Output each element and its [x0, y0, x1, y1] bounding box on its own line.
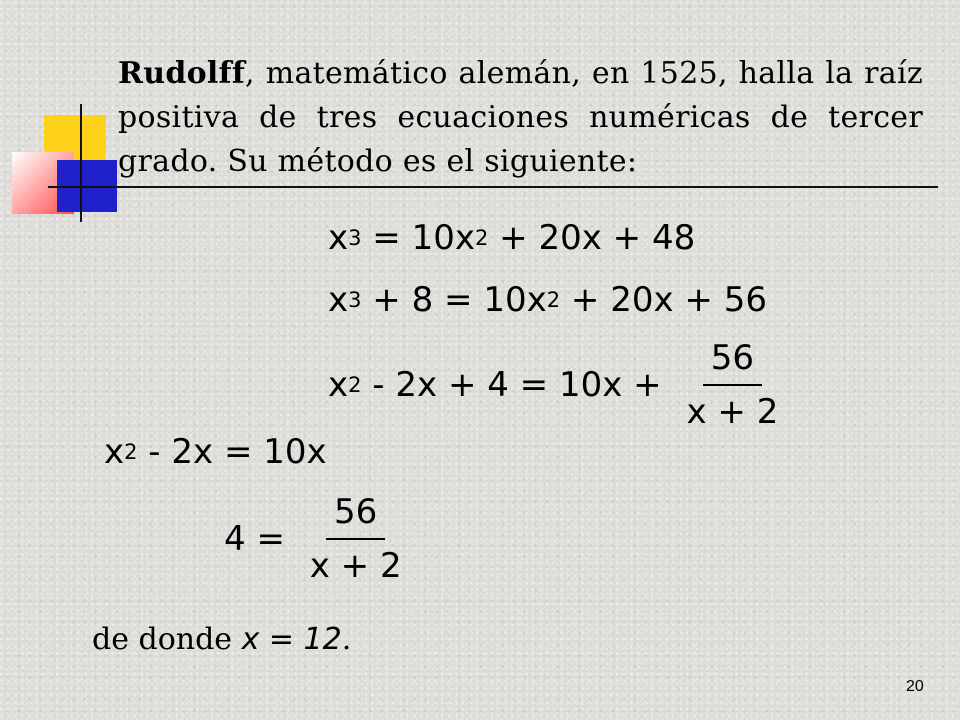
eq4-term-b: - 2x = 10x — [137, 432, 327, 472]
eq2-term-b: + 8 = 10x — [361, 280, 547, 320]
eq5-denominator: x + 2 — [309, 546, 402, 586]
decor-horizontal-line — [48, 186, 938, 188]
decor-vertical-line — [80, 104, 82, 222]
eq4-term-a: x — [104, 432, 125, 472]
eq2-term-c: + 20x + 56 — [560, 280, 767, 320]
eq5-fraction — [302, 492, 410, 586]
conclusion-suffix: . — [341, 622, 352, 657]
mathematician-name: Rudolff — [118, 56, 246, 91]
eq3-term-a: x — [328, 365, 349, 405]
eq5-lhs: 4 = — [224, 519, 296, 559]
equation-3: x 2 - 2x + 4 = 10x + $\frac{56}{x + 2}$ — [328, 338, 786, 432]
eq1-term-c: + 20x + 48 — [488, 218, 696, 258]
equation-5 — [224, 492, 410, 586]
intro-text: , matemático alemán, en 1525, halla la raíz positiva de tres ecuaciones numéricas de tercer grado. Su método es el siguiente: — [118, 56, 923, 179]
page-number: 20 — [906, 678, 924, 695]
eq3-numerator: 56 — [703, 338, 762, 386]
equation-1: x 3 = 10x 2 + 20x + 48 — [328, 218, 696, 258]
eq3-term-b: - 2x + 4 = 10x + — [361, 365, 673, 405]
eq2-term-a: x — [328, 280, 349, 320]
conclusion-text — [92, 622, 351, 657]
equation-4: x 2 - 2x = 10x — [104, 432, 327, 472]
eq3-fraction — [678, 338, 786, 432]
eq1-term-b: = 10x — [361, 218, 475, 258]
eq5-numerator: 56 — [326, 492, 385, 540]
equation-2: x 3 + 8 = 10x 2 + 20x + 56 — [328, 280, 767, 320]
conclusion-prefix: de donde — [92, 622, 242, 657]
eq1-term-a: x — [328, 218, 349, 258]
conclusion-value: x = 12 — [241, 622, 342, 657]
intro-paragraph — [118, 52, 923, 184]
eq3-denominator: x + 2 — [686, 392, 779, 432]
